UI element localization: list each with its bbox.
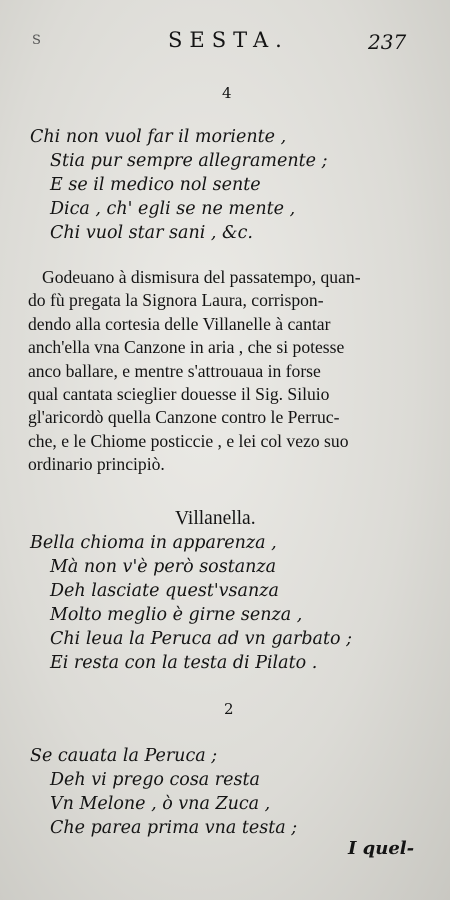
- verse-line: Deh lasciate quest'vsanza: [50, 581, 279, 601]
- prose-paragraph: [28, 266, 432, 477]
- prose-line: Godeuano à dismisura del passatempo, quan-: [42, 267, 361, 287]
- verse-line: Bella chioma in apparenza ,: [30, 533, 277, 553]
- prose-line: ordinario principiò.: [28, 454, 165, 475]
- prose-line: dendo alla cortesia delle Villanelle à cantar: [28, 313, 331, 334]
- prose-line: anch'ella vna Canzone in aria , che si potesse: [28, 337, 345, 358]
- verse-line: Chi non vuol far il moriente ,: [30, 127, 287, 147]
- verse-line: Stia pur sempre allegramente ;: [50, 151, 328, 171]
- prose-line: che, e le Chiome posticcie , e lei col vezo suo: [28, 430, 349, 451]
- verse-line: Mà non v'è però sostanza: [50, 557, 277, 577]
- stanza-number: 4: [222, 84, 232, 102]
- verse-line: Chi leua la Peruca ad vn garbato ;: [50, 629, 352, 649]
- prose-line: anco ballare, e mentre s'attrouaua in forse: [28, 360, 321, 381]
- verse-line: Chi vuol star sani , &c.: [50, 223, 253, 243]
- running-header: SESTA.: [168, 28, 289, 52]
- prose-line: gl'aricordò quella Canzone contro le Perruc-: [28, 407, 340, 428]
- verse-line: Deh vi prego cosa resta: [50, 770, 260, 790]
- catchword: I quel-: [348, 838, 415, 859]
- verse-line: Dica , ch' egli se ne mente ,: [50, 199, 296, 219]
- prose-line: do fù pregata la Signora Laura, corrispon-: [28, 290, 324, 311]
- prose-line: qual cantata scieglier douesse il Sig. Siluio: [28, 384, 330, 405]
- verse-line: Molto meglio è girne senza ,: [50, 605, 303, 625]
- section-heading: Villanella.: [175, 508, 256, 529]
- stanza-number: 2: [224, 700, 234, 718]
- page-number: 237: [368, 30, 407, 54]
- corner-mark: S: [32, 33, 41, 48]
- verse-line: Ei resta con la testa di Pilato .: [50, 653, 318, 673]
- verse-line: Se cauata la Peruca ;: [30, 746, 218, 766]
- verse-line: Che parea prima vna testa ;: [50, 818, 298, 838]
- verse-line: Vn Melone , ò vna Zuca ,: [50, 794, 271, 814]
- verse-line: E se il medico nol sente: [50, 175, 261, 195]
